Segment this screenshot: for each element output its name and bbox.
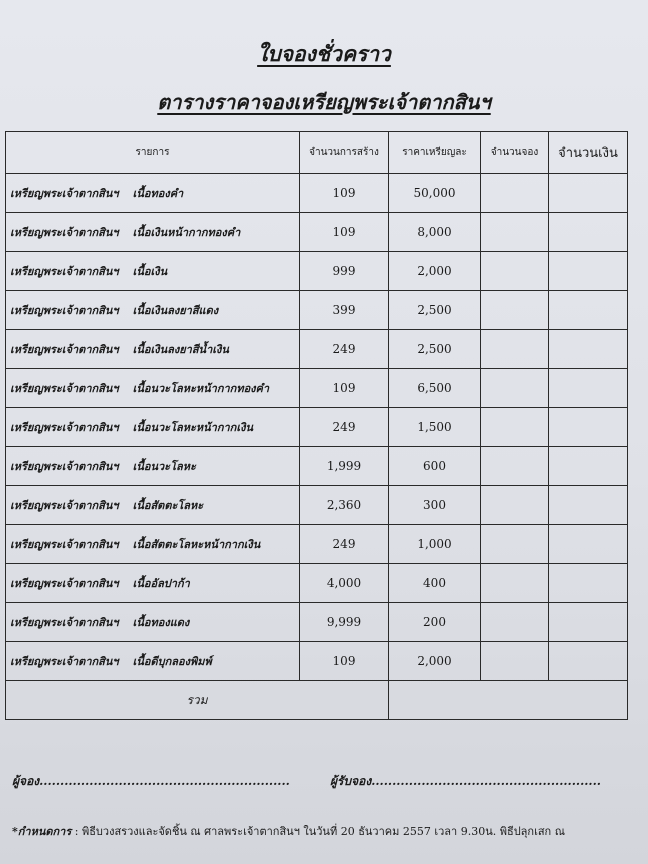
price-cell: 50,000 [389,174,481,213]
reserved-cell [481,291,549,330]
amount-cell [549,174,628,213]
amount-cell [549,408,628,447]
column-header-price: ราคาเหรียญละ [389,132,481,174]
reserved-cell [481,369,549,408]
item-material: เนื้อเงินหน้ากากทองคำ [132,226,241,239]
item-material: เนื้อทองแดง [132,616,190,629]
item-cell [6,330,300,369]
amount-cell [549,486,628,525]
item-name: เหรียญพระเจ้าตากสินฯ [10,499,119,512]
item-cell [6,642,300,681]
column-header-quantity: จำนวนการสร้าง [300,132,389,174]
item-material: เนื้อเงินลงยาสีแดง [132,304,219,317]
item-cell [6,369,300,408]
item-cell [6,213,300,252]
table-row [6,486,628,525]
amount-cell [549,213,628,252]
table-row [6,330,628,369]
reserved-cell [481,408,549,447]
table-row [6,447,628,486]
price-cell: 2,000 [389,642,481,681]
page-subtitle: ตารางราคาจองเหรียญพระเจ้าตากสินฯ [157,90,491,114]
item-name: เหรียญพระเจ้าตากสินฯ [10,382,119,395]
table-row [6,525,628,564]
item-cell [6,174,300,213]
price-cell: 400 [389,564,481,603]
table-body [6,174,628,681]
price-cell: 8,000 [389,213,481,252]
amount-cell [549,291,628,330]
total-value-cell [389,681,628,720]
reserved-cell [481,486,549,525]
item-cell [6,486,300,525]
quantity-cell: 109 [300,642,389,681]
price-cell: 6,500 [389,369,481,408]
quantity-cell: 4,000 [300,564,389,603]
reserved-cell [481,525,549,564]
price-cell: 2,500 [389,330,481,369]
item-cell [6,252,300,291]
column-header-amount: จำนวนเงิน [549,132,628,174]
item-cell [6,564,300,603]
quantity-cell: 109 [300,369,389,408]
reserved-cell [481,564,549,603]
reserved-cell [481,252,549,291]
quantity-cell: 109 [300,213,389,252]
item-material: เนื้อทองคำ [132,187,184,200]
booker-signature-line: ผู้จอง............................................................ [12,774,290,788]
reserved-cell [481,174,549,213]
item-name: เหรียญพระเจ้าตากสินฯ [10,304,119,317]
quantity-cell: 1,999 [300,447,389,486]
price-table [5,131,628,720]
reserved-cell [481,213,549,252]
table-row [6,369,628,408]
page-title: ใบจองชั่วคราว [257,41,391,66]
quantity-cell: 249 [300,408,389,447]
item-cell [6,408,300,447]
table-row [6,213,628,252]
amount-cell [549,642,628,681]
amount-cell [549,603,628,642]
price-cell: 600 [389,447,481,486]
price-cell: 2,000 [389,252,481,291]
amount-cell [549,369,628,408]
quantity-cell: 249 [300,330,389,369]
reserved-cell [481,603,549,642]
amount-cell [549,525,628,564]
reserved-cell [481,330,549,369]
item-material: เนื้อนวะโลหะหน้ากากเงิน [132,421,253,434]
table-row [6,603,628,642]
reserved-cell [481,642,549,681]
item-material: เนื้อเงินลงยาสีน้ำเงิน [132,343,229,356]
column-header-item: รายการ [6,132,300,174]
item-name: เหรียญพระเจ้าตากสินฯ [10,265,119,278]
quantity-cell: 9,999 [300,603,389,642]
item-material: เนื้อสัตตะโลหะหน้ากากเงิน [132,538,261,551]
schedule-note-text: : พิธีบวงสรวงและจัดชิ้น ณ ศาลพระเจ้าตากสินฯ ในวันที่ 20 ธันวาคม 2557 เวลา 9.30น. พิธีปลุกเสก ณ [71,825,565,838]
quantity-cell: 249 [300,525,389,564]
item-name: เหรียญพระเจ้าตากสินฯ [10,460,119,473]
price-cell: 1,000 [389,525,481,564]
quantity-cell: 999 [300,252,389,291]
column-header-reserved: จำนวนจอง [481,132,549,174]
schedule-note [12,822,637,840]
item-material: เนื้อนวะโลหะหน้ากากทองคำ [132,382,270,395]
reserved-cell [481,447,549,486]
item-name: เหรียญพระเจ้าตากสินฯ [10,538,119,551]
amount-cell [549,330,628,369]
item-material: เนื้อนวะโลหะ [132,460,196,473]
table-row [6,291,628,330]
item-cell [6,447,300,486]
price-cell: 2,500 [389,291,481,330]
item-name: เหรียญพระเจ้าตากสินฯ [10,187,119,200]
amount-cell [549,447,628,486]
table-row [6,564,628,603]
item-material: เนื้อเงิน [132,265,168,278]
price-cell: 200 [389,603,481,642]
amount-cell [549,564,628,603]
quantity-cell: 109 [300,174,389,213]
price-cell: 1,500 [389,408,481,447]
item-name: เหรียญพระเจ้าตากสินฯ [10,226,119,239]
table-row [6,252,628,291]
total-label: รวม [6,681,389,720]
amount-cell [549,252,628,291]
schedule-note-label: *กำหนดการ [12,825,72,838]
table-header-row [6,132,628,174]
item-name: เหรียญพระเจ้าตากสินฯ [10,616,119,629]
price-cell: 300 [389,486,481,525]
item-name: เหรียญพระเจ้าตากสินฯ [10,421,119,434]
item-name: เหรียญพระเจ้าตากสินฯ [10,655,119,668]
table-row [6,408,628,447]
quantity-cell: 399 [300,291,389,330]
item-cell [6,603,300,642]
quantity-cell: 2,360 [300,486,389,525]
item-name: เหรียญพระเจ้าตากสินฯ [10,343,119,356]
table-row [6,642,628,681]
item-material: เนื้อดีบุกลองพิมพ์ [132,655,212,668]
item-cell [6,291,300,330]
table-row [6,174,628,213]
table-total-row [6,681,628,720]
item-material: เนื้อสัตตะโลหะ [132,499,204,512]
item-material: เนื้ออัลปาก้า [132,577,190,590]
receiver-signature-line: ผู้รับจอง....................................................... [330,774,601,788]
item-cell [6,525,300,564]
item-name: เหรียญพระเจ้าตากสินฯ [10,577,119,590]
